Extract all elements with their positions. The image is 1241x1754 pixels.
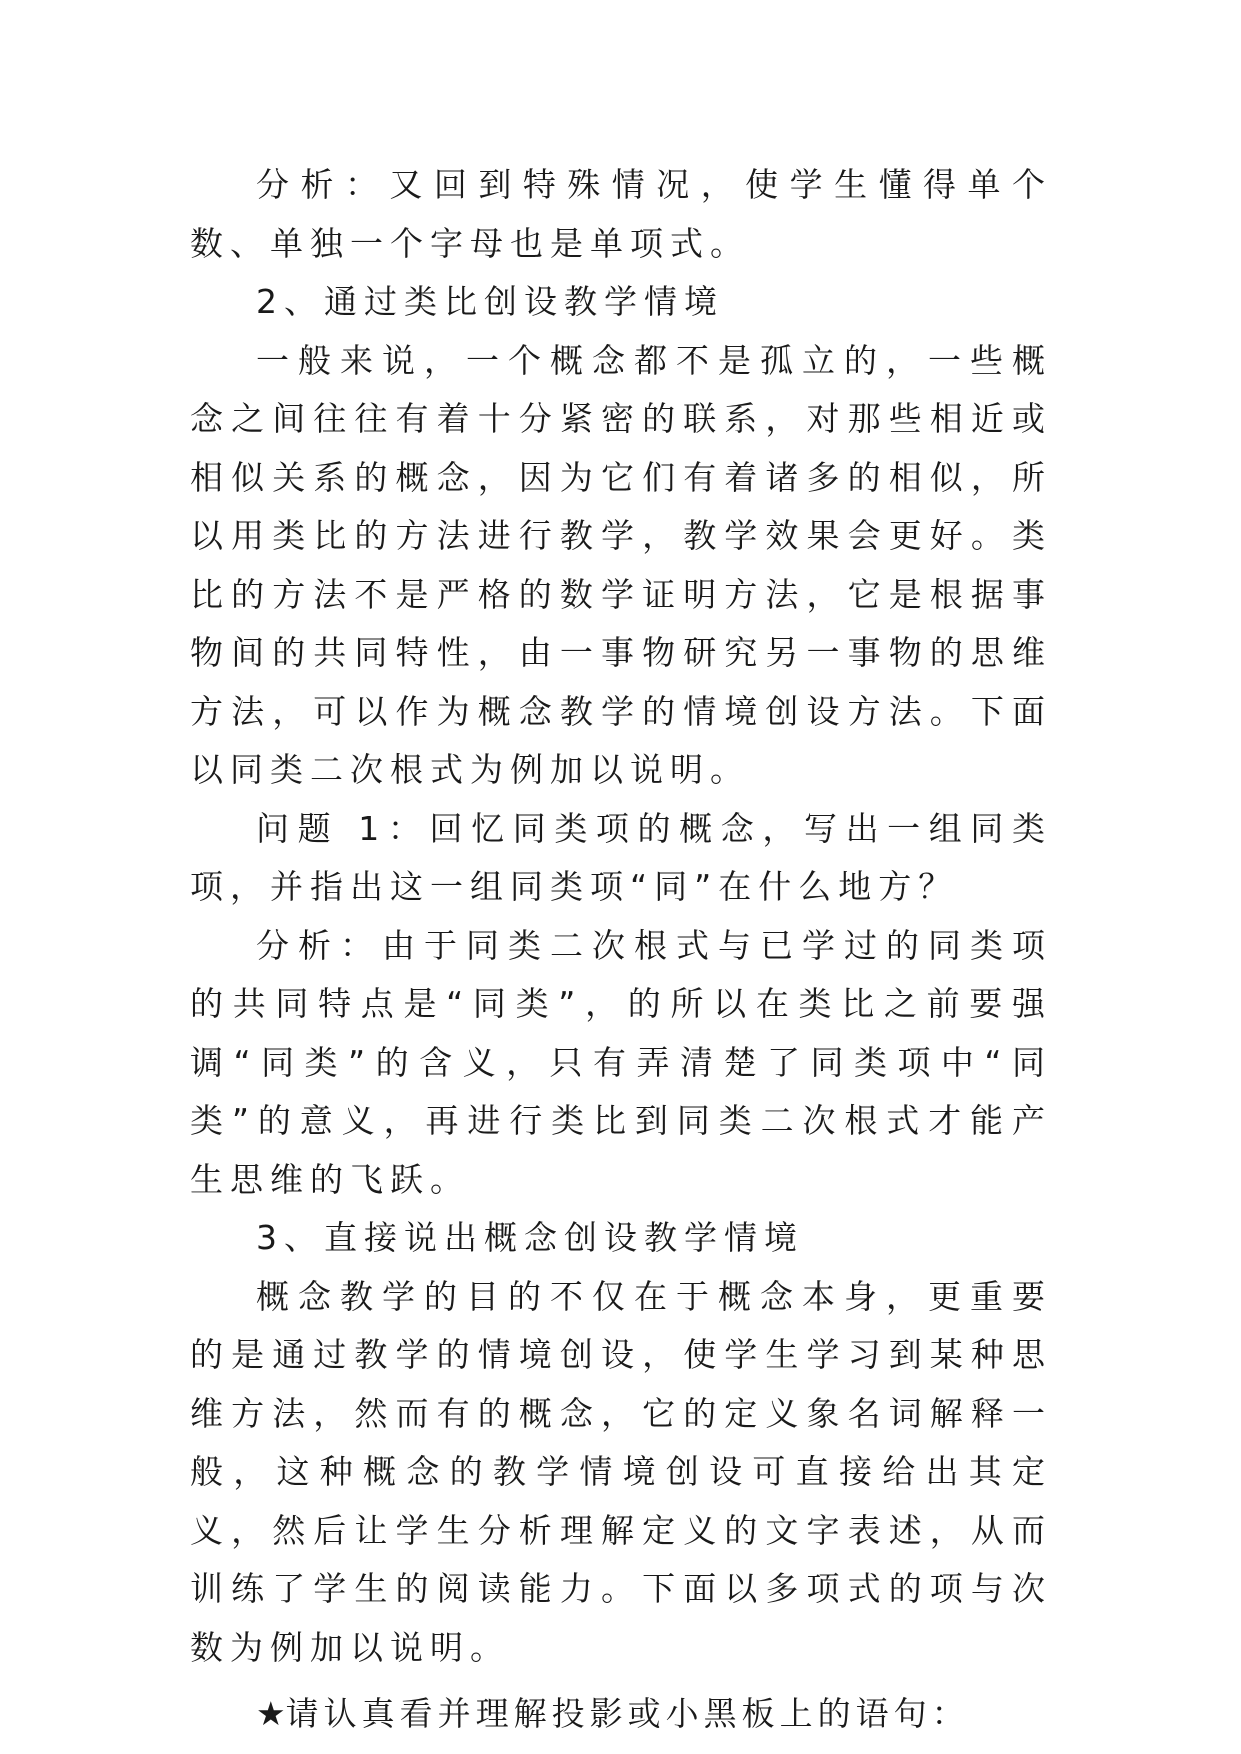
paragraph-analysis-monomial: 分析：又回到特殊情况，使学生懂得单个数、单独一个字母也是单项式。 — [190, 165, 1052, 263]
document-body — [190, 156, 1052, 1744]
star-icon: ★ — [256, 1694, 286, 1733]
section-heading-direct-concept: 3、直接说出概念创设教学情境 — [256, 1218, 804, 1257]
section-heading-analogy: 2、通过类比创设教学情境 — [256, 282, 724, 321]
paragraph-analogy-method: 一般来说，一个概念都不是孤立的，一些概念之间往往有着十分紧密的联系，对那些相近或相似关系的概念，因为它们有着诸多的相似，所以用类比的方法进行教学，教学效果会更好。类比的方法不是严格的数学证明方法，它是根据事物间的共同特性，由一事物研究另一事物的思维方法，可以作为概念教学的情境创设方法。下面以同类二次根式为例加以说明。 — [190, 340, 1052, 789]
paragraph-question-1: 问题 1：回忆同类项的概念，写出一组同类项，并指出这一组同类项“同”在什么地方？ — [190, 808, 1052, 906]
star-instruction-text: 请认真看并理解投影或小黑板上的语句： — [285, 1694, 970, 1733]
paragraph-concept-teaching-goal: 概念教学的目的不仅在于概念本身，更重要的是通过教学的情境创设，使学生学习到某种思维方法，然而有的概念，它的定义象名词解释一般，这种概念的教学情境创设可直接给出其定义，然后让学生分析理解定义的文字表述，从而训练了学生的阅读能力。下面以多项式的项与次数为例加以说明。 — [190, 1276, 1052, 1667]
paragraph-analysis-similar-radicals: 分析：由于同类二次根式与已学过的同类项的共同特点是“同类”，的所以在类比之前要强调“同类”的含义，只有弄清楚了同类项中“同类”的意义，再进行类比到同类二次根式才能产生思维的飞跃。 — [190, 925, 1052, 1199]
paragraph-star-instruction — [190, 1685, 1052, 1744]
